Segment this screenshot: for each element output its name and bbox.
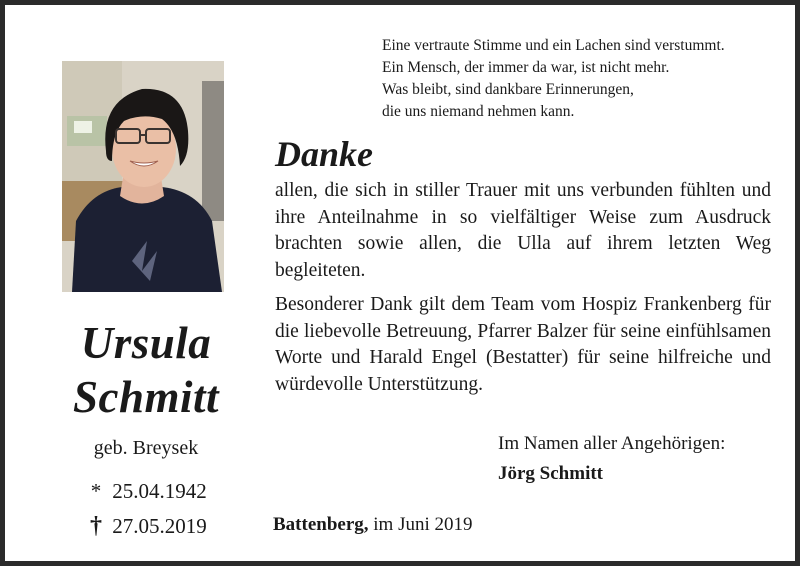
signature-intro: Im Namen aller Angehörigen: (498, 433, 726, 454)
poem-line: Eine vertraute Stimme und ein Lachen sind verstummt. (382, 37, 725, 54)
memorial-poem (382, 35, 792, 123)
maiden-name: geb. Breysek (93, 437, 199, 459)
birth-date-line (85, 479, 207, 504)
cross-icon: † (90, 513, 102, 539)
place-city: Battenberg, (273, 514, 369, 535)
deceased-last-name: Schmitt (72, 372, 220, 422)
place-date: im Juni 2019 (373, 514, 473, 535)
poem-line: Was bleibt, sind dankbare Erinnerungen, (382, 81, 634, 98)
poem-line: die uns niemand nehmen kann. (382, 103, 575, 120)
place-and-date (273, 514, 473, 536)
deceased-first-name: Ursula (80, 318, 212, 368)
birth-star-icon: * (90, 479, 102, 503)
thanks-heading: Danke (275, 134, 373, 174)
birth-date: 25.04.1942 (112, 479, 207, 503)
thanks-paragraph: allen, die sich in stiller Trauer mit uns verbunden fühlten und ihre Anteilnahme in so vielfältiger Weise zum Ausdruck brachten sowie allen, die Ulla auf ihrem letzten Weg begleiteten. (275, 180, 771, 281)
poem-line: Ein Mensch, der immer da war, ist nicht mehr. (382, 59, 670, 76)
death-date-line (85, 513, 207, 540)
signature-name: Jörg Schmitt (498, 463, 604, 484)
special-thanks-paragraph: Besonderer Dank gilt dem Team vom Hospiz Frankenberg für die liebevolle Betreuung, Pfarrer Balzer für seine einfühlsamen Worte und Harald Engel (Bestatter) für seine hilfreiche und würdevolle Unterstützung. (275, 294, 771, 395)
portrait-photo (62, 61, 224, 292)
death-date: 27.05.2019 (112, 514, 207, 538)
